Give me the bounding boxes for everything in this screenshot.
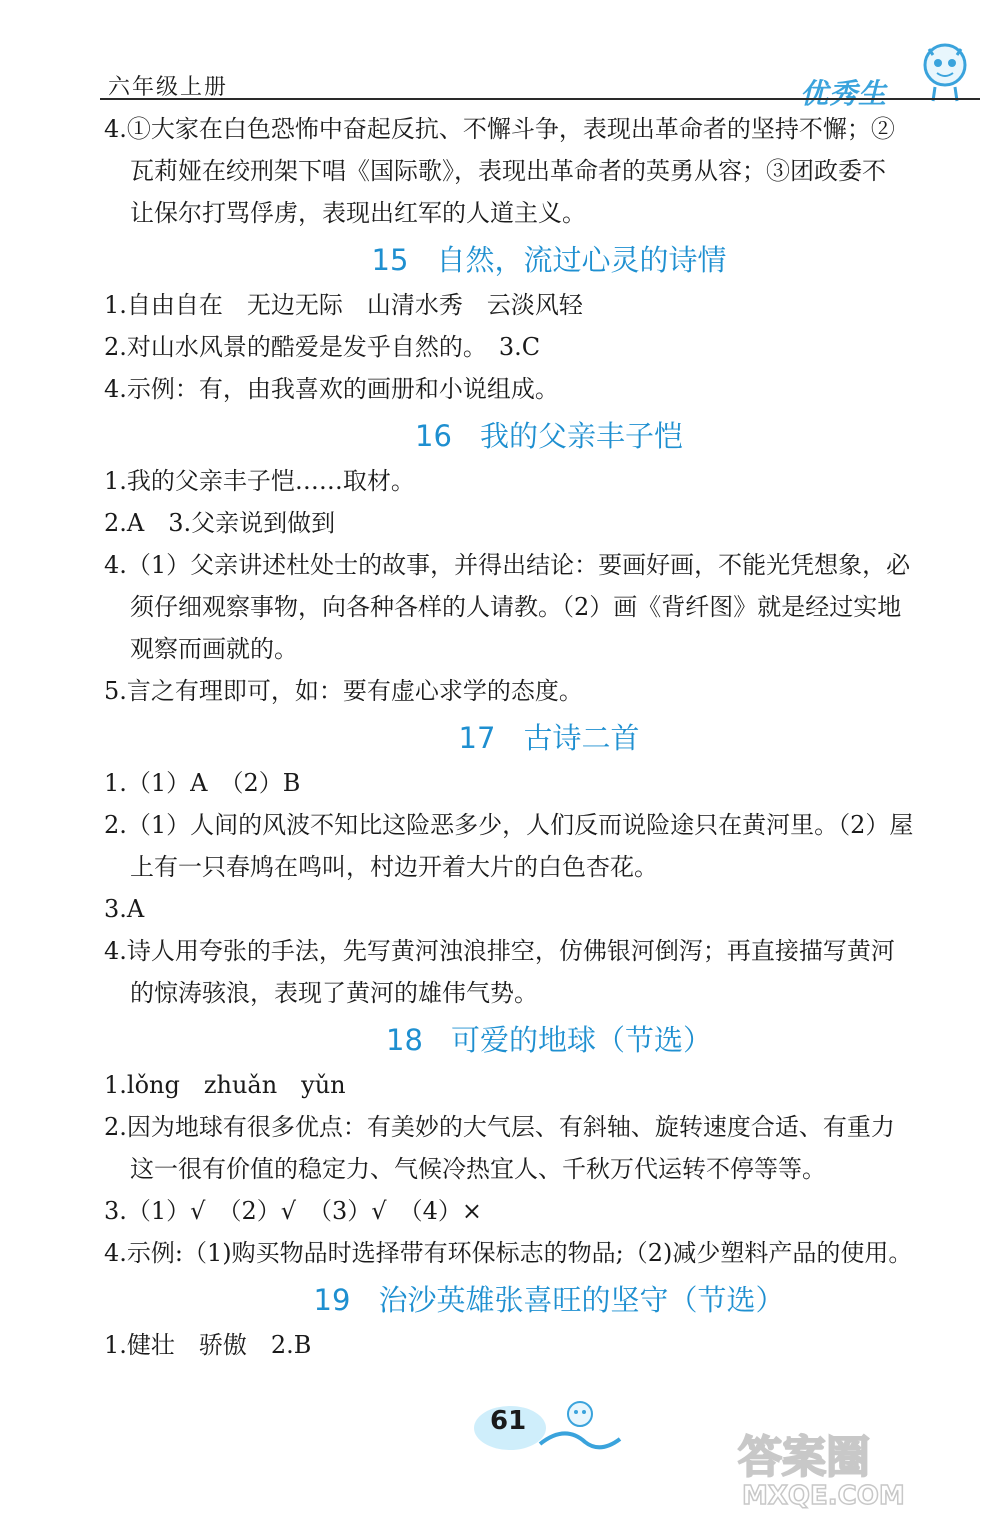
answer-line: 上有一只春鸠在鸣叫，村边开着大片的白色杏花。 [130, 853, 658, 881]
answer-line: 4.①大家在白色恐怖中奋起反抗、不懈斗争，表现出革命者的坚持不懈；② [104, 115, 895, 143]
answer-line: 1.（1）A （2）B [104, 769, 301, 797]
page-number: 61 [490, 1406, 527, 1436]
page-footer [470, 1384, 630, 1464]
section-number: 19 [313, 1283, 351, 1317]
answer-line: 须仔细观察事物，向各种各样的人请教。（2）画《背纤图》就是经过实地 [130, 593, 902, 621]
answer-line: 1.自由自在 无边无际 山清水秀 云淡风轻 [104, 291, 583, 319]
section-title-18 [104, 1016, 964, 1064]
answer-line: 4.诗人用夸张的手法，先写黄河浊浪排空，仿佛银河倒泻；再直接描写黄河 [104, 937, 895, 965]
answer-line: 1.lǒng zhuǎn yǔn [104, 1071, 346, 1099]
answer-line: 2.A 3.父亲说到做到 [104, 509, 336, 537]
answer-line: 5.言之有理即可，如：要有虚心求学的态度。 [104, 677, 583, 705]
section-number: 18 [386, 1023, 423, 1057]
answer-line: 这一很有价值的稳定力、气候冷热宜人、千秋万代运转不停等等。 [130, 1155, 826, 1183]
page-header [0, 0, 1000, 110]
section-name: 我的父亲丰子恺 [479, 419, 683, 453]
answer-line: 2.因为地球有很多优点：有美妙的大气层、有斜轴、旋转速度合适、有重力 [104, 1113, 895, 1141]
answer-line: 2.（1）人间的风波不知比这险恶多少，人们反而说险途只在黄河里。（2）屋 [104, 811, 914, 839]
section-title-17 [104, 714, 964, 762]
answer-line: 3.A [104, 895, 145, 923]
section-name: 自然，流过心灵的诗情 [436, 243, 727, 277]
section-title-15 [104, 236, 964, 284]
section-title-19 [104, 1276, 964, 1324]
section-number: 17 [458, 721, 496, 755]
section-name: 治沙英雄张喜旺的坚守（节选） [378, 1283, 785, 1317]
grade-label: 六年级上册 [108, 75, 229, 100]
watermark-logo [728, 1420, 990, 1512]
section-name: 可爱的地球（节选） [450, 1023, 712, 1057]
answer-line: 瓦莉娅在绞刑架下唱《国际歌》，表现出革命者的英勇从容；③团政委不 [130, 157, 886, 185]
answer-line: 3.（1）√ （2）√ （3）√ （4）× [104, 1197, 482, 1225]
section-name: 古诗二首 [523, 721, 640, 755]
watermark-text: 答案圈 [738, 1432, 870, 1483]
answer-line: 4.（1）父亲讲述杜处士的故事，并得出结论：要画好画，不能光凭想象，必 [104, 551, 911, 579]
section-title-16 [104, 412, 964, 460]
watermark-url: MXQE.COM [742, 1481, 905, 1511]
answer-line: 观察而画就的。 [130, 635, 298, 663]
section-number: 16 [415, 419, 452, 453]
answer-line: 1.我的父亲丰子恺……取材。 [104, 467, 415, 495]
answer-line: 让保尔打骂俘虏，表现出红军的人道主义。 [130, 199, 586, 227]
brand-logo: 优秀生 [800, 77, 888, 110]
answer-content [104, 108, 964, 1366]
answer-line: 的惊涛骇浪，表现了黄河的雄伟气势。 [130, 979, 538, 1007]
answer-line: 4.示例：有，由我喜欢的画册和小说组成。 [104, 375, 559, 403]
section-number: 15 [371, 243, 409, 277]
header-rule [100, 98, 980, 100]
answer-line: 2.对山水风景的酷爱是发乎自然的。 3.C [104, 333, 541, 361]
mascot-icon [915, 35, 975, 105]
watermark-icon [728, 1420, 990, 1512]
answer-line: 1.健壮 骄傲 2.B [104, 1331, 312, 1359]
answer-line: 4.示例:（1)购买物品时选择带有环保标志的物品;（2)减少塑料产品的使用。 [104, 1239, 913, 1267]
